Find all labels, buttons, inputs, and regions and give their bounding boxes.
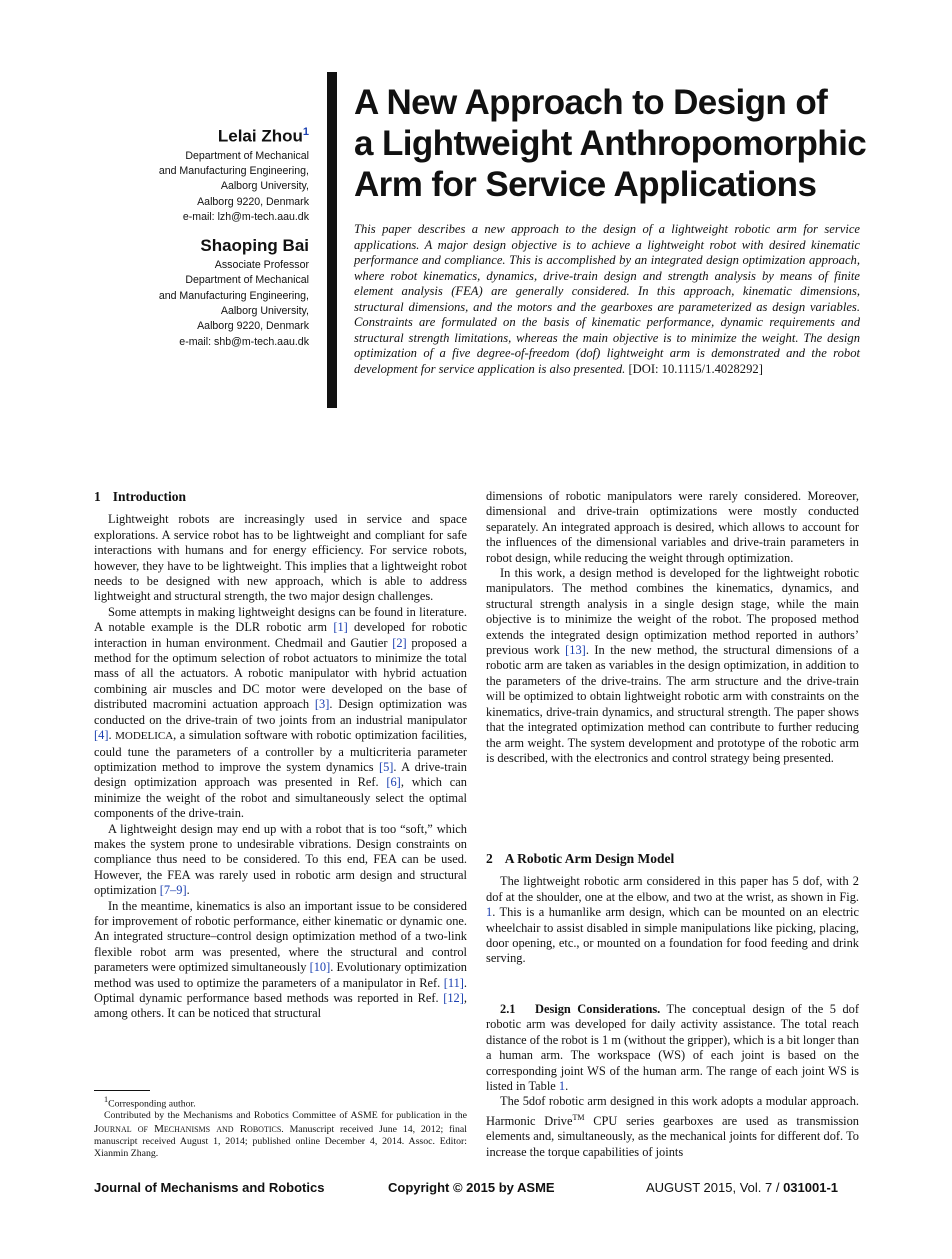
affiliation-line: Aalborg University, — [220, 180, 309, 193]
paragraph: In this work, a design method is developed for the lightweight robotic manipulators. The method combines the kinematics, dynamics, and structural strength analysis in a single design stage, while the main objective is to minimize the weight of the robot. The proposed method extends the integrated design optimization method reported in authors’ previous work [13]. In the new method, the structural dimensions of a robotic arm are taken as variables in the design optimization, in addition to the parameters of the drive-trains. The arm structure and the drive-train will be optimized to obtain lightweight robotic arm with constraints on the kinematics, drive-train dynamics, and structural strength. The paper shows that the integrated optimization method can contribute to further reducing the arm weight. The system development and prototype of the robotic arm is described, with the electronics and control strategy being presented. — [486, 566, 859, 765]
doi-link[interactable]: [DOI: 10.1115/1.4028292] — [628, 361, 763, 376]
abstract — [354, 222, 860, 377]
title-line: A New Approach to Design of — [354, 83, 828, 122]
author-email: e-mail: lzh@m-tech.aau.dk — [182, 211, 309, 224]
subsection-heading: 2.1 Design Considerations. — [500, 1002, 661, 1016]
citation-link[interactable]: [1] — [333, 620, 348, 635]
affiliation-line: Aalborg 9220, Denmark — [197, 195, 309, 208]
footnote-rule — [94, 1090, 150, 1091]
citation-link[interactable]: [11] — [443, 975, 464, 990]
paragraph: The lightweight robotic arm considered in this paper has 5 dof, with 2 dof at the shoulder, one at the elbow, and two at the wrist, as shown in Fig. 1. This is a humanlike arm design, which can be mounted on an electric wheelchair to assist disabled in simple manipulations like picking, placing, door opening, etc., or mounted on a foundation for food feeding and drink serving. — [486, 874, 859, 966]
title-divider-bar — [327, 72, 337, 408]
affiliation-line: Department of Mechanical — [185, 149, 309, 162]
paper-title — [354, 82, 914, 205]
paragraph: A lightweight design may end up with a robot that is too “soft,” which makes the system prone to undesirable vibrations. Design constraints on compliance thus need to be considered. To this end, FEA can be used. However, the FEA was rarely used in robotic arm design and structural optimization [7–9]. — [94, 821, 467, 898]
citation-link[interactable]: [7–9] — [159, 883, 187, 898]
affiliation-line: and Manufacturing Engineering, — [158, 289, 309, 302]
footnote: $^1$Corresponding author. — [104, 1095, 196, 1110]
author-name: Lelai Zhou$^1$ — [217, 126, 309, 146]
citation-link[interactable]: [12] — [443, 991, 464, 1005]
paragraph: dimensions of robotic manipulators were rarely considered. Moreover, dimensional and drive-train optimizations were mostly conducted separately. An integrated approach is desired, which allows to account for the influences of the dimensional variables and drive-train parameters in robot design, while reducing the weight through optimization. — [486, 489, 859, 565]
citation-link[interactable]: [5] — [378, 759, 394, 774]
footnote: Contributed by the Mechanisms and Robotics Committee of ASME for publication in the Journal of Mechanisms and Robotics. Manuscript received June 14, 2012; final manuscript received August 1, 2014; published online December 4, 2014. Assoc. Editor: Xianmin Zhang. — [94, 1110, 467, 1160]
author-email: e-mail: shb@m-tech.aau.dk — [179, 335, 309, 348]
abstract-text: This paper describes a new approach to the design of a lightweight robotic arm for service applications. A major design objective is to achieve a lightweight robot with desired kinematic performance and compliance. This is accomplished by an integrated design optimization approach, where robot kinematics, dynamics, drive-train design and strength analysis by means of finite element analysis (FEA) are generally considered. In this approach, kinematic dimensions, structural dimensions, and the motors and the gearboxes are parameterized as design variables. Constraints are formulated on the basis of kinematic performance, dynamic requirements and structural strength limitations, whereas the main objective is to minimize the weight. The design optimization of a five degree-of-freedom (dof) lightweight arm is demonstrated and the robot development for service application is also presented. — [354, 222, 860, 376]
author-block — [150, 122, 309, 350]
citation-link[interactable]: [10] — [309, 960, 331, 975]
affiliation-line: and Manufacturing Engineering, — [158, 165, 309, 178]
footnotes — [94, 1094, 467, 1160]
author-name: Shaoping Bai — [200, 235, 309, 255]
citation-link[interactable]: [6] — [386, 775, 401, 790]
left-column — [94, 489, 467, 1022]
section-heading: 2 A Robotic Arm Design Model — [486, 851, 675, 866]
section-heading: 1 Introduction — [94, 489, 187, 504]
issue-info: AUGUST 2015, Vol. 7 / 031001-1 — [646, 1180, 839, 1195]
title-line: a Lightweight Anthropomorphic — [354, 124, 867, 163]
citation-link[interactable]: [4] — [94, 728, 109, 743]
paragraph: Some attempts in making lightweight designs can be found in literature. A notable example is the DLR robotic arm [1] developed for robotic interaction in human environment. Chedmail and Gautier [2] proposed a method for the optimum selection of robot actuators to minimize the total mass of all the actuators. A robotic manipulator with hybrid actuation combining air muscles and DC motor were developed on the base of distributed macromini actuation approach [3]. Design optimization was conducted on the drive-train of two joints from an industrial manipulator [4]. MODELICA, a simulation software with robotic optimization facilities, could tune the parameters of a controller by a multicriteria parameter optimization method to improve the system dynamics [5]. A drive-train design optimization approach was presented in Ref. [6], which can minimize the weight of the robot and simultaneously select the optimal components of the drive-train. — [94, 604, 467, 821]
figure-link[interactable]: 1 — [486, 905, 493, 920]
copyright: Copyright © 2015 by ASME — [388, 1180, 555, 1195]
affiliation-line: Department of Mechanical — [185, 274, 309, 287]
citation-link[interactable]: [13] — [565, 643, 586, 658]
subsection-2-1 — [486, 1002, 859, 1160]
right-column — [486, 489, 859, 766]
section-2 — [486, 851, 859, 967]
paragraph: The 5dof robotic arm designed in this work adopts a modular approach. Harmonic Drive™ CPU series gearboxes are used as transmission elements and, simultaneously, as the mechanical joints for different dof. To increase the torque capabilities of joints — [486, 1094, 859, 1159]
paragraph: Lightweight robots are increasingly used in service and space explorations. A service robot has to be lightweight and compliant for safe interactions with humans and for energy efficiency. For service robots, however, they have to be lightweight. This implies that a lightweight robot needs to be designed with new approach, which is able to address lightweight and structural strength, the two major design challenges. — [94, 512, 467, 604]
corresponding-marker[interactable]: 1 — [302, 126, 309, 138]
paragraph: In the meantime, kinematics is also an important issue to be considered for improvement of robotic performance, either kinematic or dynamic one. An integrated structure–control design optimization method of a two-link flexible robot arm was presented, where the structural and control parameters were optimized simultaneously [10]. Evolutionary optimization method was used to optimize the parameters of a manipulator in Ref. [11]. Optimal dynamic performance based methods was reported in Ref. [12], among others. It can be noticed that structural — [94, 898, 467, 1021]
title-line: Arm for Service Applications — [354, 165, 817, 204]
paragraph: 2.1 Design Considerations. The conceptual design of the 5 dof robotic arm was developed for daily activity assistance. The total reach distance of the robot is 1 m (without the gripper), which is a bit longer than a human arm. The workspace (WS) of each joint is based on the corresponding joint WS of the human arm. The range of each joint WS is listed in Table 1. — [486, 1002, 860, 1094]
journal-name: Journal of Mechanisms and Robotics — [94, 1180, 325, 1195]
table-link[interactable]: 1 — [558, 1079, 566, 1094]
author-position: Associate Professor — [214, 258, 309, 271]
citation-link[interactable]: [2] — [392, 635, 407, 650]
citation-link[interactable]: [3] — [314, 697, 330, 712]
affiliation-line: Aalborg University, — [220, 304, 309, 317]
affiliation-line: Aalborg 9220, Denmark — [197, 320, 309, 333]
